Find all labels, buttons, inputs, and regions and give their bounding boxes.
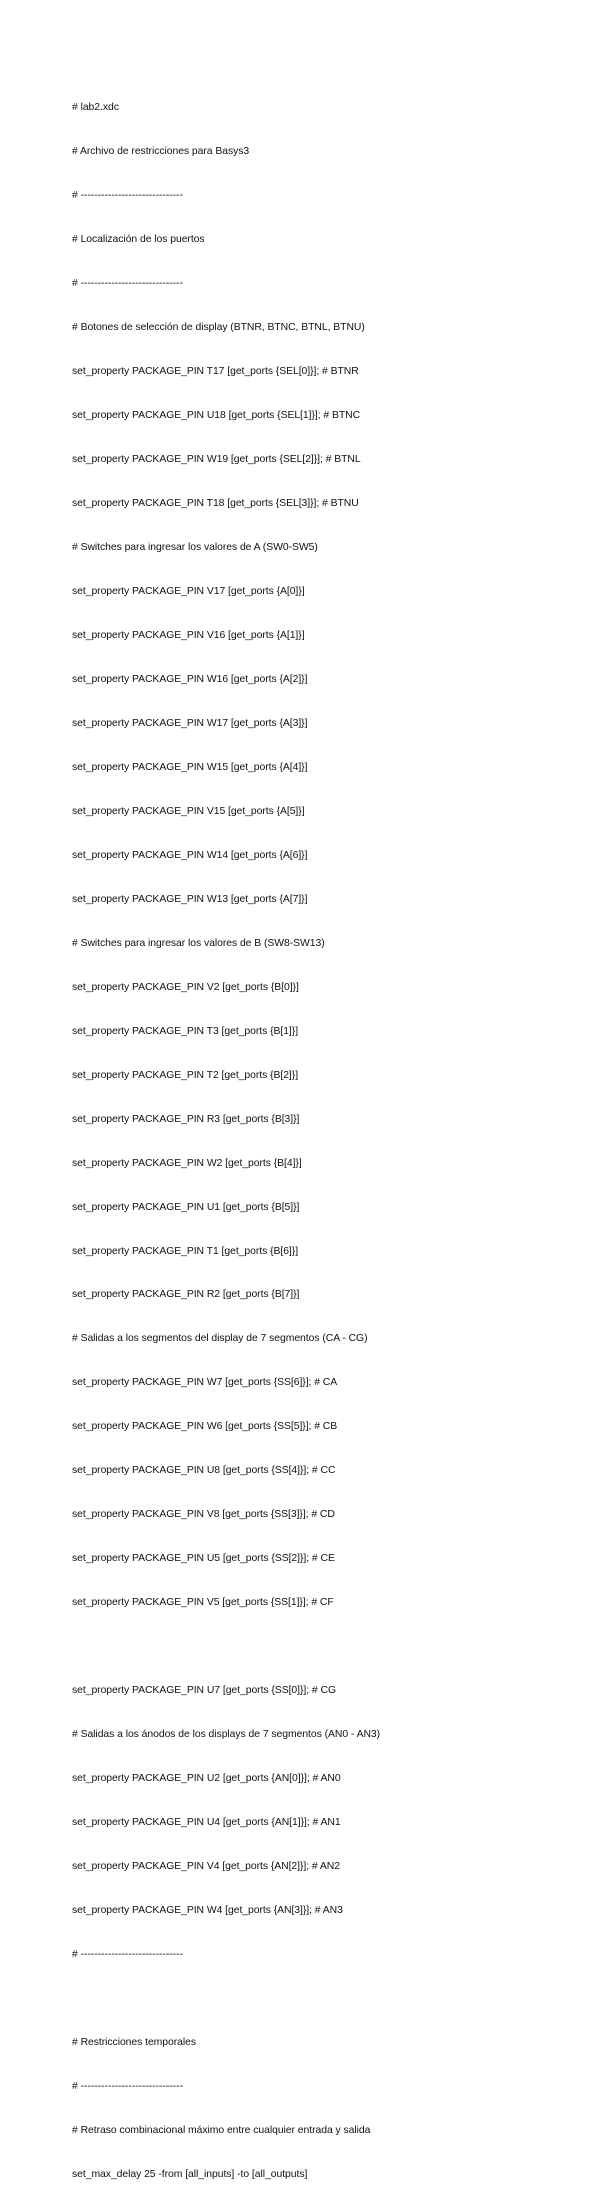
code-line: set_property PACKAGE_PIN W16 [get_ports {A[2]}] (72, 673, 308, 685)
constraints-file-text (72, 72, 572, 2212)
code-line: set_property PACKAGE_PIN V2 [get_ports {B[0]}] (72, 981, 299, 993)
code-line: set_property PACKAGE_PIN W2 [get_ports {B[4]}] (72, 1157, 302, 1169)
separator-comment: # ------------------------------ (72, 278, 183, 290)
code-line: set_property PACKAGE_PIN V4 [get_ports {AN[2]}]; # AN2 (72, 1861, 340, 1873)
code-line: set_property PACKAGE_PIN R2 [get_ports {B[7]}] (72, 1289, 300, 1301)
blank-line (72, 1992, 572, 2007)
separator-comment: # ------------------------------ (72, 1949, 183, 1960)
switches-b-comment: # Switches para ingresar los valores de B (SW8-SW13) (72, 937, 325, 949)
code-line: set_property PACKAGE_PIN W4 [get_ports {AN[3]}]; # AN3 (72, 1905, 343, 1917)
separator-comment: # ------------------------------ (72, 190, 183, 202)
code-line: set_property PACKAGE_PIN U4 [get_ports {AN[1]}]; # AN1 (72, 1817, 341, 1829)
code-line: set_property PACKAGE_PIN U7 [get_ports {SS[0]}]; # CG (72, 1685, 336, 1697)
timing-description-comment: # Retraso combinacional máximo entre cualquier entrada y salida (72, 2124, 371, 2136)
code-line: set_property PACKAGE_PIN T2 [get_ports {B[2]}] (72, 1069, 299, 1081)
code-line: set_property PACKAGE_PIN U1 [get_ports {B[5]}] (72, 1201, 300, 1213)
code-line: set_property PACKAGE_PIN W17 [get_ports {A[3]}] (72, 717, 308, 729)
separator-comment: # ------------------------------ (72, 2080, 183, 2092)
code-line: set_property PACKAGE_PIN T3 [get_ports {B[1]}] (72, 1025, 299, 1037)
code-line: set_property PACKAGE_PIN V5 [get_ports {SS[1]}]; # CF (72, 1597, 334, 1609)
anodes-comment: # Salidas a los ánodos de los displays de 7 segmentos (AN0 - AN3) (72, 1729, 381, 1741)
blank-line (72, 1640, 572, 1655)
code-line: set_property PACKAGE_PIN T18 [get_ports {SEL[3]}]; # BTNU (72, 498, 359, 510)
code-line: set_property PACKAGE_PIN W7 [get_ports {SS[6]}]; # CA (72, 1377, 338, 1389)
timing-section-comment: # Restricciones temporales (72, 2036, 197, 2048)
code-line: set_property PACKAGE_PIN U2 [get_ports {AN[0]}]; # AN0 (72, 1773, 341, 1785)
code-line: set_property PACKAGE_PIN R3 [get_ports {B[3]}] (72, 1113, 300, 1125)
code-line: set_property PACKAGE_PIN W14 [get_ports {A[6]}] (72, 849, 308, 861)
file-name-comment: # lab2.xdc (72, 102, 119, 114)
switches-a-comment: # Switches para ingresar los valores de A (SW0-SW5) (72, 542, 318, 553)
code-line: set_property PACKAGE_PIN W6 [get_ports {SS[5]}]; # CB (72, 1421, 338, 1433)
code-line: set_property PACKAGE_PIN U8 [get_ports {SS[4]}]; # CC (72, 1465, 336, 1477)
code-line: set_property PACKAGE_PIN V17 [get_ports {A[0]}] (72, 585, 305, 597)
segments-comment: # Salidas a los segmentos del display de 7 segmentos (CA - CG) (72, 1333, 368, 1345)
code-line: set_property PACKAGE_PIN T17 [get_ports {SEL[0]}]; # BTNR (72, 366, 359, 378)
code-line: set_property PACKAGE_PIN V8 [get_ports {SS[3]}]; # CD (72, 1509, 335, 1521)
code-line: set_property PACKAGE_PIN W15 [get_ports {A[4]}] (72, 761, 308, 773)
section-heading-comment: # Localización de los puertos (72, 234, 205, 246)
file-description-comment: # Archivo de restricciones para Basys3 (72, 146, 250, 158)
code-line: set_property PACKAGE_PIN U18 [get_ports {SEL[1]}]; # BTNC (72, 410, 361, 422)
buttons-comment: # Botones de selección de display (BTNR, BTNC, BTNL, BTNU) (72, 322, 365, 334)
code-line: set_property PACKAGE_PIN V15 [get_ports {A[5]}] (72, 805, 305, 817)
code-line: set_property PACKAGE_PIN U5 [get_ports {SS[2]}]; # CE (72, 1553, 335, 1565)
code-line: set_property PACKAGE_PIN W19 [get_ports {SEL[2]}]; # BTNL (72, 454, 361, 466)
code-line: set_property PACKAGE_PIN W13 [get_ports {A[7]}] (72, 893, 308, 905)
code-line: set_property PACKAGE_PIN T1 [get_ports {B[6]}] (72, 1245, 299, 1257)
max-delay-constraint: set_max_delay 25 -from [all_inputs] -to [all_outputs] (72, 2168, 308, 2180)
code-line: set_property PACKAGE_PIN V16 [get_ports {A[1]}] (72, 629, 305, 641)
